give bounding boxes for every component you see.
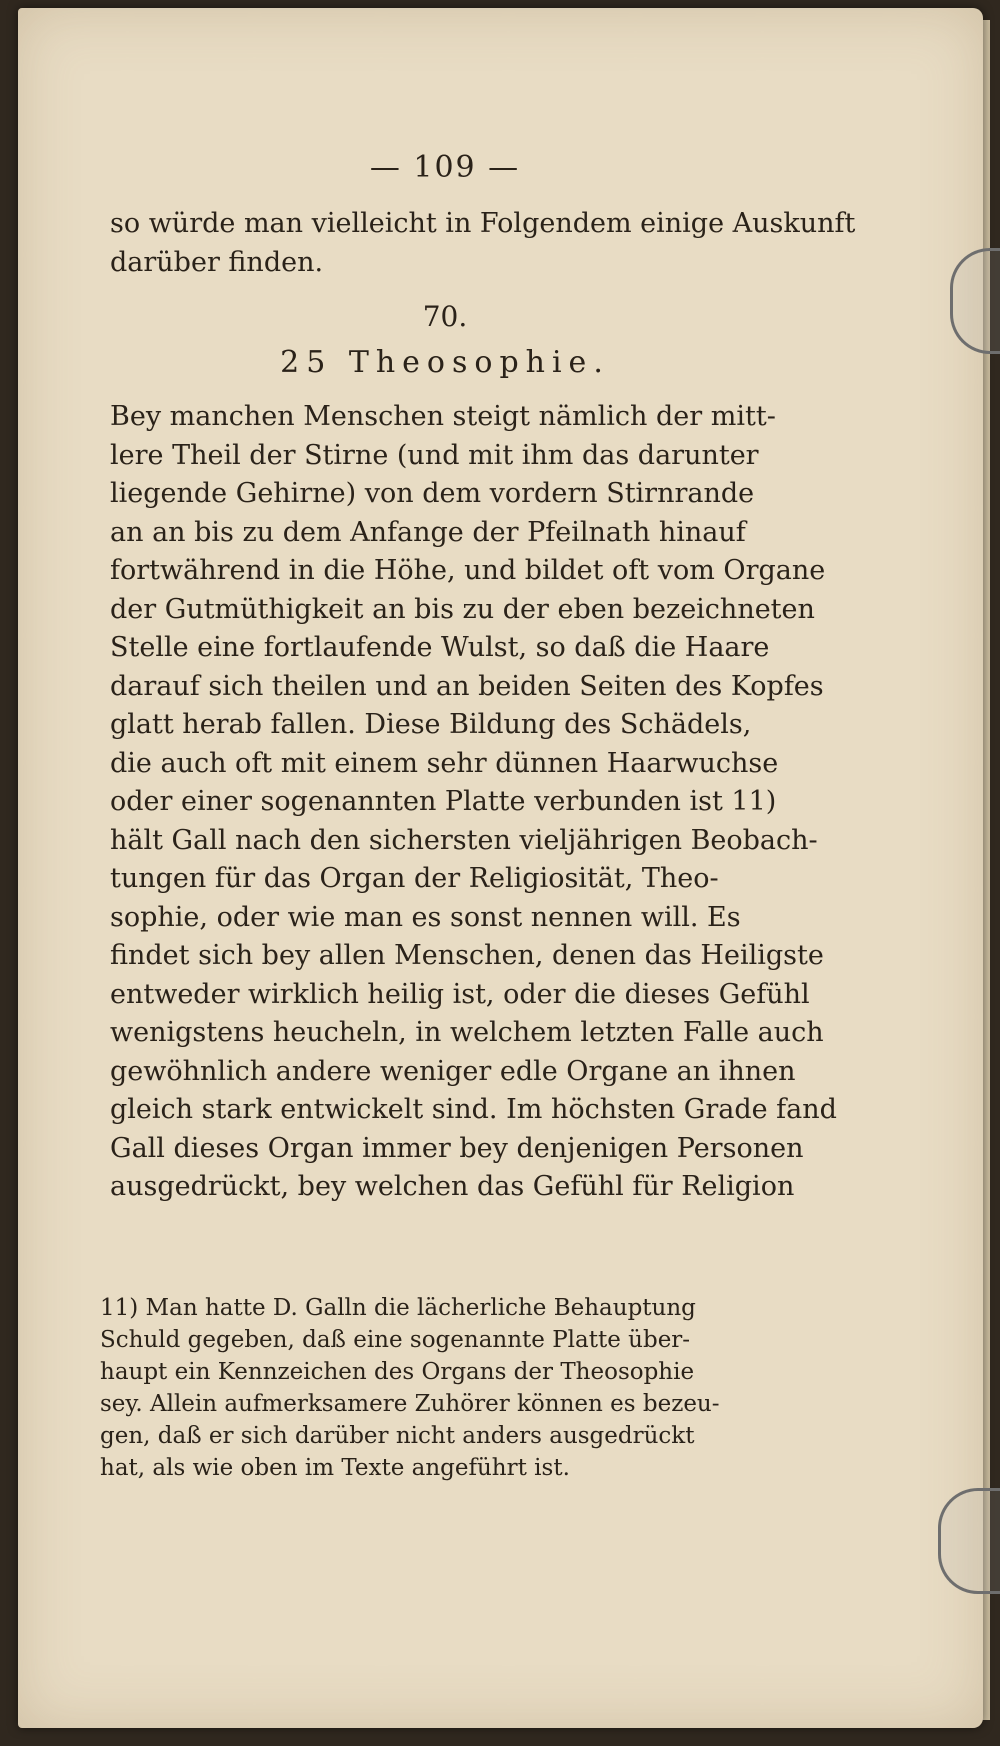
section-title: 25 Theosophie. (280, 345, 610, 380)
text-line: hält Gall nach den sichersten vieljährigen Beobach- (110, 824, 818, 856)
text-line: darauf sich theilen und an beiden Seiten des Kopfes (110, 670, 824, 702)
text-line: an an bis zu dem Anfange der Pfeilnath hinauf (110, 516, 746, 548)
text-line: der Gutmüthigkeit an bis zu der eben bezeichneten (110, 593, 815, 625)
text-line: liegende Gehirne) von dem vordern Stirnrande (110, 478, 755, 509)
text-line: Stelle eine fortlaufende Wulst, so daß die Haare (110, 632, 770, 663)
text-line: oder einer sogenannten Platte verbunden ist 11) (110, 786, 777, 817)
footnote-line: haupt ein Kennzeichen des Organs der Theosophie (100, 1359, 695, 1385)
text-line: fortwährend in die Höhe, und bildet oft vom Organe (110, 555, 826, 586)
text-line: Gall dieses Organ immer bey denjenigen Personen (110, 1132, 804, 1164)
page-clip-bottom (938, 1488, 1000, 1594)
text-line: ausgedrückt, bey welchen das Gefühl für Religion (110, 1171, 795, 1202)
footnote-line: Schuld gegeben, daß eine sogenannte Platte über- (100, 1327, 691, 1353)
text-line: wenigstens heucheln, in welchem letzten Falle auch (110, 1017, 824, 1048)
page-clip-top (950, 248, 1000, 354)
text-line: gleich stark entwickelt sind. Im höchsten Grade fand (110, 1094, 837, 1125)
text-line: gewöhnlich andere weniger edle Organe an ihnen (110, 1055, 796, 1087)
text-line: Bey manchen Menschen steigt nämlich der mitt- (110, 401, 776, 432)
page-text (110, 150, 856, 1207)
text-line: glatt herab fallen. Diese Bildung des Schädels, (110, 709, 752, 740)
intro-paragraph (110, 205, 856, 282)
text-line: entweder wirklich heilig ist, oder die dieses Gefühl (110, 978, 810, 1010)
section-number: 70. (422, 300, 468, 333)
footnote (100, 1292, 780, 1484)
text-line: darüber finden. (110, 246, 324, 278)
text-line: sophie, oder wie man es sonst nennen will. Es (110, 901, 741, 933)
text-line: findet sich bey allen Menschen, denen das Heiligste (110, 940, 824, 971)
text-line: so würde man vielleicht in Folgendem einige Auskunft (110, 208, 856, 239)
footnote-line: 11) Man hatte D. Galln die lächerliche Behauptung (100, 1295, 696, 1321)
footnote-line: gen, daß er sich darüber nicht anders ausgedrückt (100, 1423, 695, 1449)
footnote-line: hat, als wie oben im Texte angeführt ist. (100, 1455, 570, 1481)
text-line: tungen für das Organ der Religiosität, Theo- (110, 863, 719, 894)
page-header: — 109 — (369, 150, 521, 185)
text-line: die auch oft mit einem sehr dünnen Haarwuchse (110, 747, 779, 779)
footnote-line: sey. Allein aufmerksamere Zuhörer können es bezeu- (100, 1391, 720, 1417)
text-line: lere Theil der Stirne (und mit ihm das darunter (110, 439, 759, 471)
main-paragraph (110, 398, 837, 1207)
